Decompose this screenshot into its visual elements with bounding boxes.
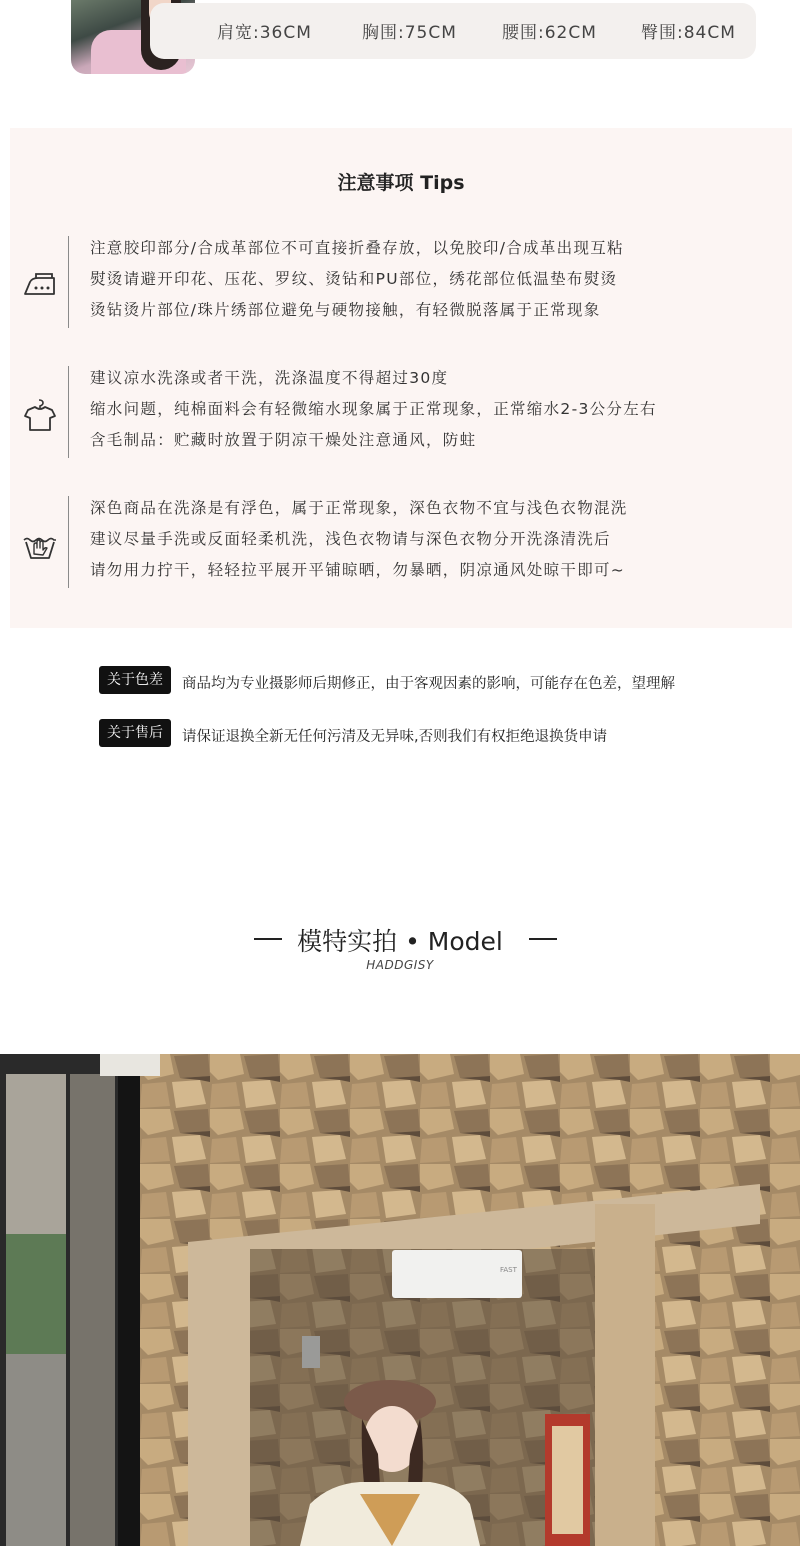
tip-line: 含毛制品：贮藏时放置于阴凉干燥处注意通风，防蛀 (90, 431, 477, 449)
model-photo (0, 1054, 800, 1546)
after-sales-text: 请保证退换全新无任何污清及无异味,否则我们有权拒绝退换货申请 (182, 729, 608, 745)
iron-icon (22, 268, 58, 302)
tip-line: 深色商品在洗涤是有浮色，属于正常现象，深色衣物不宜与浅色衣物混洗 (90, 499, 628, 517)
tip-divider (68, 366, 69, 458)
model-section-title: 模特实拍 • Model (297, 927, 503, 956)
tip-line: 缩水问题，纯棉面料会有轻微缩水现象属于正常现象，正常缩水2-3公分左右 (90, 400, 657, 418)
measurement-hip: 臀围:84CM (641, 23, 736, 43)
tips-title: 注意事项 Tips (337, 172, 465, 194)
tip-line: 建议凉水洗涤或者干洗，洗涤温度不得超过30度 (90, 369, 449, 387)
ac-brand-label: FAST (500, 1266, 517, 1274)
care-tips-panel (10, 128, 792, 628)
tip-divider (68, 496, 69, 588)
measurement-shoulder: 肩宽:36CM (217, 23, 312, 43)
tip-line: 熨烫请避开印花、压花、罗纹、烫钻和PU部位，绣花部位低温垫布熨烫 (90, 270, 618, 288)
brand-subtitle: HADDGISY (366, 958, 434, 972)
tip-line: 建议尽量手洗或反面轻柔机洗，浅色衣物请与深色衣物分开洗涤清洗后 (90, 530, 611, 548)
tip-block-ironing (10, 236, 792, 336)
tip-block-washing (10, 366, 792, 466)
heading-dash-right (529, 938, 557, 940)
hanger-shirt-icon (22, 398, 58, 432)
hand-wash-icon (22, 528, 58, 562)
measurement-waist: 腰围:62CM (502, 23, 597, 43)
tip-line: 注意胶印部分/合成革部位不可直接折叠存放，以免胶印/合成革出现互粘 (90, 239, 624, 257)
measurement-chest: 胸围:75CM (362, 23, 457, 43)
after-sales-badge: 关于售后 (99, 719, 171, 747)
color-difference-text: 商品均为专业摄影师后期修正，由于客观因素的影响，可能存在色差，望理解 (182, 676, 675, 692)
tip-block-colorfast (10, 496, 792, 596)
tip-line: 请勿用力拧干，轻轻拉平展开平铺晾晒，勿暴晒，阴凉通风处晾干即可~ (90, 561, 626, 579)
tip-divider (68, 236, 69, 328)
color-difference-badge: 关于色差 (99, 666, 171, 694)
tip-line: 烫钻烫片部位/珠片绣部位避免与硬物接触，有轻微脱落属于正常现象 (90, 301, 601, 319)
